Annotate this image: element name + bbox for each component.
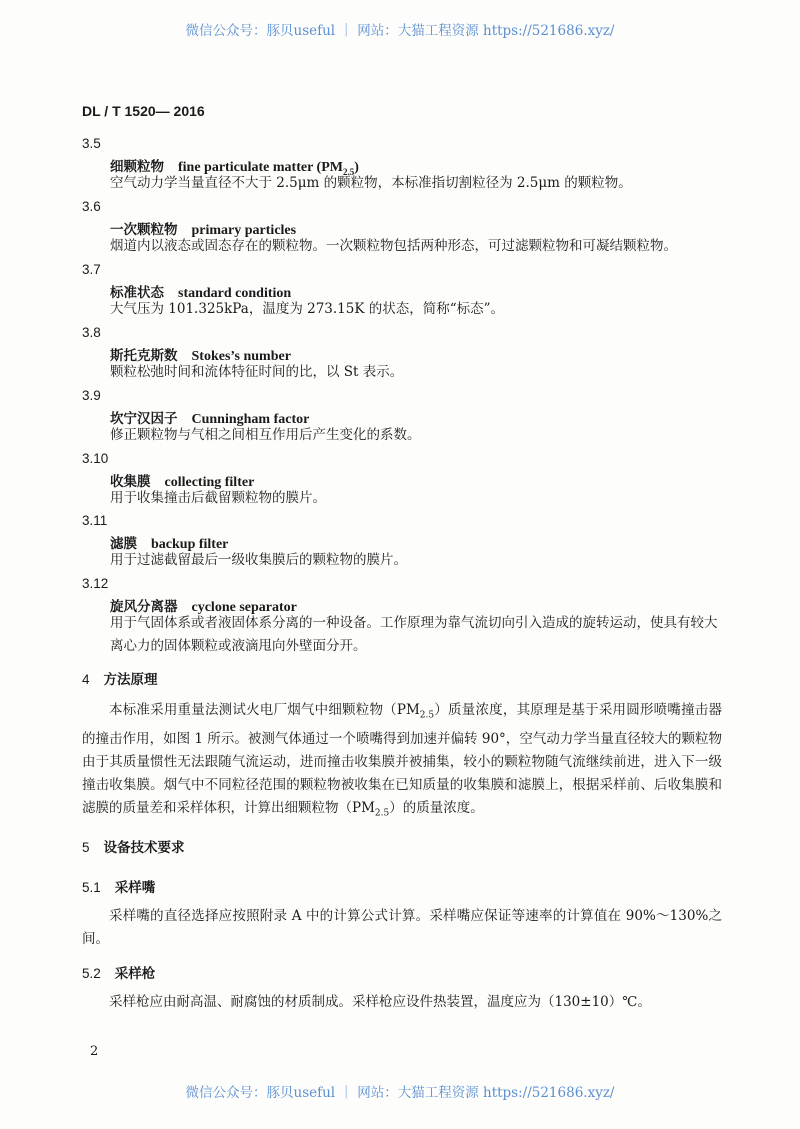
term-definition: 颗粒松弛时间和流体特征时间的比，以 St 表示。 bbox=[110, 364, 404, 380]
term-title: 细颗粒物 fine particulate matter $(PM_{2.5})$ bbox=[110, 159, 359, 177]
term-title: 滤膜 backup filter bbox=[110, 536, 229, 552]
section-5-1-text: 采样嘴的直径选择应按照附录 A 中的计算公式计算。采样嘴应保证等速率的计算值在 90%～130%之间。 bbox=[82, 908, 722, 947]
term-definition: 大气压为 101.325kPa，温度为 273.15K 的状态，简称“标态”。 bbox=[110, 301, 505, 317]
term-number: 3.10 bbox=[82, 451, 109, 466]
section-5-heading: 5 设备技术要求 bbox=[82, 840, 185, 856]
term-english: Cunningham factor bbox=[191, 412, 310, 427]
term-english: Stokes’s number bbox=[191, 349, 291, 364]
section-5-2-heading: 5.2 采样枪 bbox=[82, 966, 156, 982]
term-title: 坎宁汉因子 Cunningham factor bbox=[110, 411, 310, 427]
term-english: standard condition bbox=[178, 286, 292, 301]
term-number: 3.5 bbox=[82, 136, 101, 151]
term-number: 3.9 bbox=[82, 388, 101, 403]
term-definition: 用于气固体系或者液固体系分离的一种设备。工作原理为靠气流切向引入造成的旋转运动，使具有较大离心力的固体颗粒或液滴甩向外壁面分开。 bbox=[110, 615, 718, 654]
term-definition: 用于过滤截留最后一级收集膜后的颗粒物的膜片。 bbox=[110, 552, 407, 568]
term-english: fine particulate matter $(PM_{2.5})$ bbox=[178, 160, 359, 177]
term-english: primary particles bbox=[191, 223, 297, 238]
term-english: collecting filter bbox=[164, 475, 255, 490]
term-definition: 空气动力学当量直径不大于 2.5μm 的颗粒物，本标准指切割粒径为 2.5μm 的颗粒物。 bbox=[110, 175, 632, 191]
term-number: 3.6 bbox=[82, 199, 101, 214]
term-number: 3.7 bbox=[82, 262, 101, 277]
watermark-bottom: 微信公众号：豚贝useful ｜ 网站：大猫工程资源 https://521686.xyz/ bbox=[185, 1085, 615, 1101]
section-4-heading: 4 方法原理 bbox=[82, 672, 158, 688]
term-number: 3.12 bbox=[82, 576, 109, 591]
term-title: 斯托克斯数 Stokes’s number bbox=[110, 348, 291, 364]
section-4-paragraph: 本标准采用重量法测试火电厂烟气中细颗粒物$(PM_{2.5})$质量浓度，其原理是基于采用圆形喷嘴撞击器的撞击作用，如图 1 所示。被测气体通过一个喷嘴得到加速并偏转 90°，空气动力学当量直径较大的颗粒物由于其质量惯性无法跟随气流运动，进而撞击收集膜并被捕集，较小的颗粒物随气流继续前进，进入下一级撞击收集膜。烟气中不同粒径范围的颗粒物被收集在已知质量的收集膜和滤膜上，根据采样前、后收集膜和滤膜的质量差和采样体积，计算出细颗粒物$(PM_{2.5})$的质量浓度。 bbox=[82, 702, 723, 819]
term-number: 3.8 bbox=[82, 325, 101, 340]
term-title: 标准状态 standard condition bbox=[110, 285, 292, 301]
term-english: backup filter bbox=[151, 537, 229, 552]
term-definition: 烟道内以液态或固态存在的颗粒物。一次颗粒物包括两种形态，可过滤颗粒物和可凝结颗粒物。 bbox=[110, 238, 677, 254]
term-title: 收集膜 collecting filter bbox=[110, 474, 255, 490]
term-number: 3.11 bbox=[82, 513, 108, 528]
section-5-1-heading: 5.1 采样嘴 bbox=[82, 880, 156, 896]
term-title: 旋风分离器 cyclone separator bbox=[110, 599, 297, 615]
term-definition: 用于收集撞击后截留颗粒物的膜片。 bbox=[110, 490, 326, 506]
watermark-top: 微信公众号：豚贝useful ｜ 网站：大猫工程资源 https://521686.xyz/ bbox=[185, 23, 615, 39]
term-title: 一次颗粒物 primary particles bbox=[110, 222, 297, 238]
section-5-2-text: 采样枪应由耐高温、耐腐蚀的材质制成。采样枪应设件热装置，温度应为（130±10）℃。 bbox=[109, 994, 651, 1010]
term-definition: 修正颗粒物与气相之间相互作用后产生变化的系数。 bbox=[110, 427, 421, 443]
standard-code-header: DL / T 1520— 2016 bbox=[82, 103, 205, 119]
page-number: 2 bbox=[90, 1044, 99, 1059]
term-english: cyclone separator bbox=[191, 600, 297, 615]
